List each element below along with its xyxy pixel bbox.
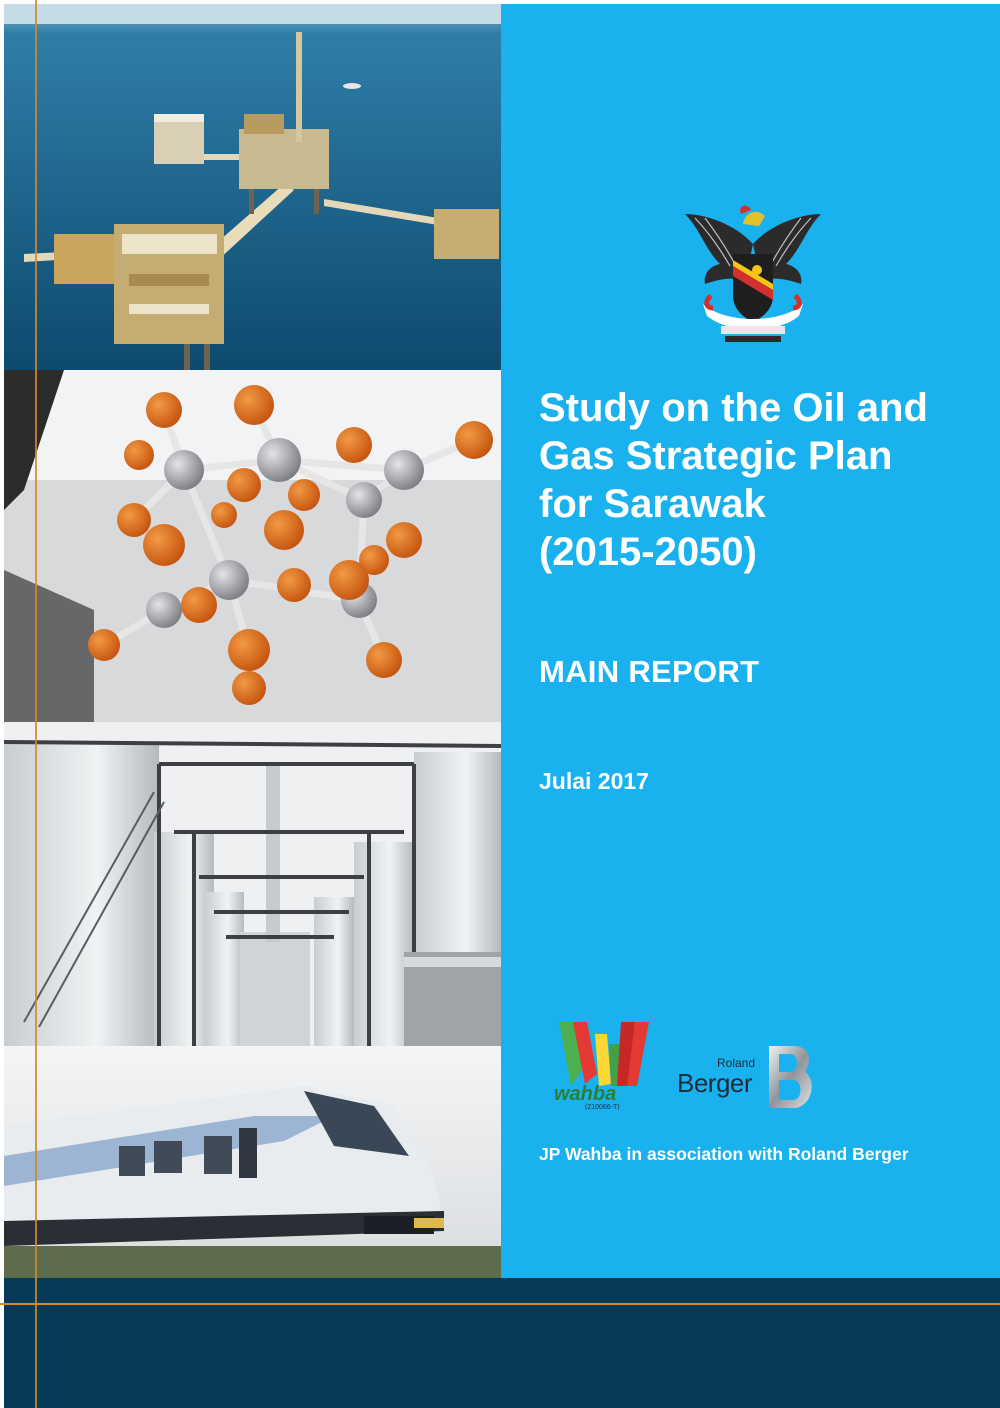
title-line: for Sarawak	[539, 482, 766, 526]
footer-band	[4, 1278, 1000, 1408]
roland-berger-logo-berger: Berger	[677, 1068, 753, 1098]
report-subtitle: MAIN REPORT	[539, 654, 760, 689]
title-line: Study on the Oil and	[539, 386, 928, 430]
molecular-model-photo	[4, 370, 501, 722]
title-line: Gas Strategic Plan	[539, 434, 893, 478]
svg-text:(210066-T): (210066-T)	[585, 1104, 620, 1110]
report-title	[539, 384, 979, 576]
cover-panel	[501, 4, 1000, 1278]
report-date: Julai 2017	[539, 768, 649, 794]
offshore-oil-platform-photo	[4, 4, 501, 370]
credit-line: JP Wahba in association with Roland Berger	[539, 1144, 909, 1164]
sarawak-coat-of-arms-icon	[685, 204, 821, 348]
title-line: (2015-2050)	[539, 530, 757, 574]
roland-berger-b-icon	[767, 1044, 817, 1110]
storage-tanks-photo	[4, 722, 501, 1046]
train-photo	[4, 1046, 501, 1278]
jp-wahba-logo	[551, 1014, 661, 1110]
svg-text:wahba: wahba	[554, 1083, 617, 1105]
orange-vertical-rule	[35, 0, 37, 1408]
roland-berger-logo-roland: Roland	[717, 1056, 756, 1070]
orange-horizontal-rule	[0, 1303, 1000, 1305]
